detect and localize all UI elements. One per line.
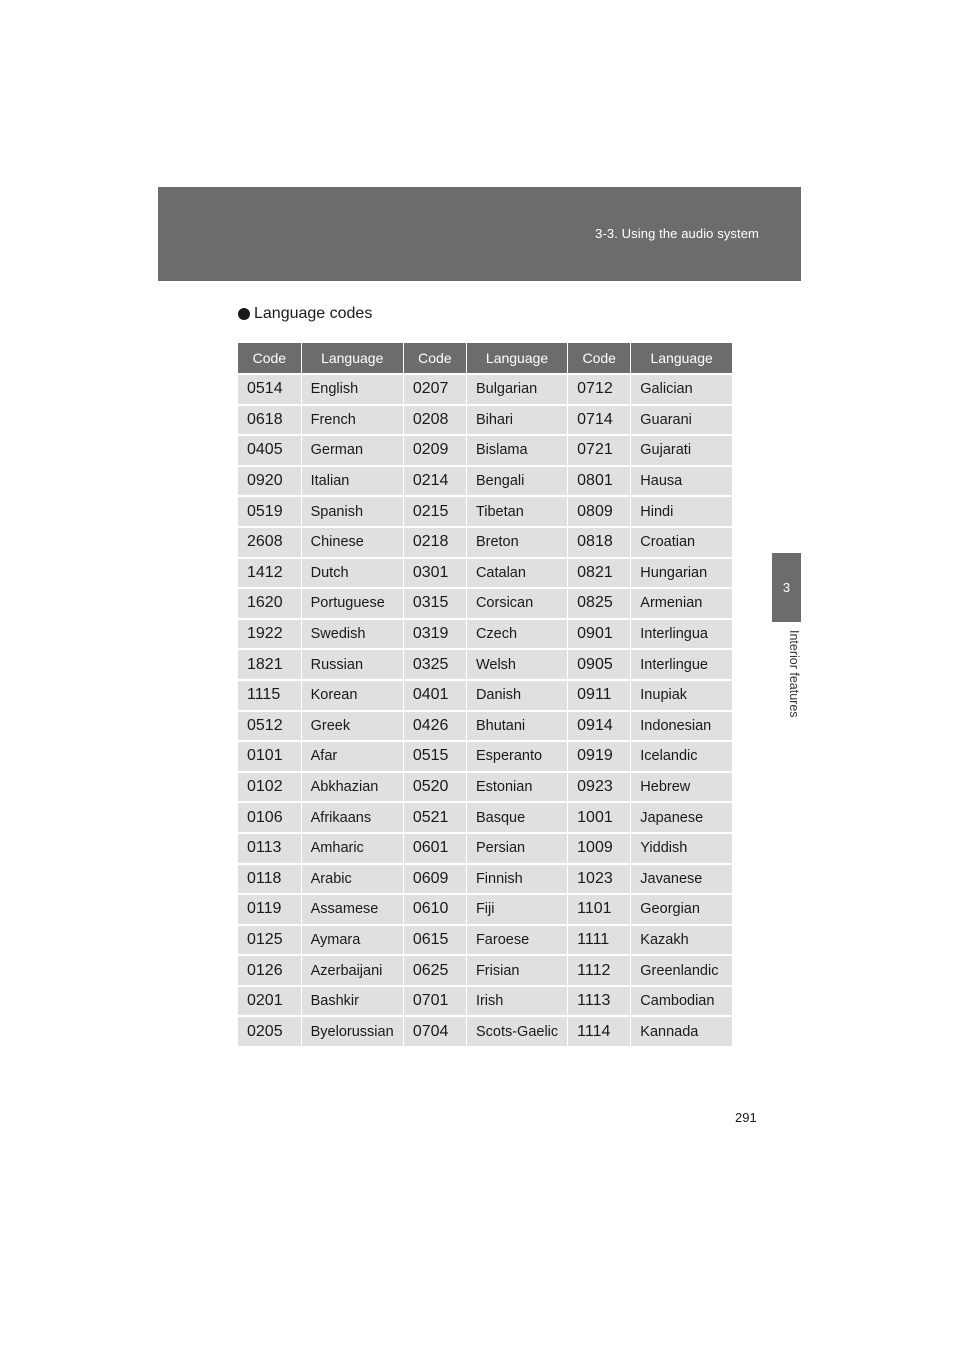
language-cell: Abkhazian [301,772,403,803]
header-language: Language [301,343,403,374]
code-cell: 0118 [238,864,301,895]
language-cell: Indonesian [631,711,732,742]
code-cell: 0610 [403,894,466,925]
language-cell: Welsh [466,649,567,680]
language-cell: Corsican [466,588,567,619]
code-cell: 1821 [238,649,301,680]
code-cell: 0521 [403,802,466,833]
language-cell: Irish [466,986,567,1017]
code-cell: 0911 [568,680,631,711]
section-title: 3-3. Using the audio system [595,226,759,241]
code-cell: 0319 [403,619,466,650]
table-row [238,711,732,742]
language-cell: Bashkir [301,986,403,1017]
code-cell: 0905 [568,649,631,680]
code-cell: 1922 [238,619,301,650]
language-cell: Hebrew [631,772,732,803]
table-row [238,1016,732,1046]
language-cell: Kazakh [631,925,732,956]
language-cell: Byelorussian [301,1016,403,1046]
code-cell: 0520 [403,772,466,803]
table-row [238,558,732,589]
code-cell: 0923 [568,772,631,803]
language-cell: Cambodian [631,986,732,1017]
code-cell: 0901 [568,619,631,650]
language-cell: French [301,405,403,436]
code-cell: 0512 [238,711,301,742]
code-cell: 0821 [568,558,631,589]
code-cell: 0809 [568,496,631,527]
language-cell: Greek [301,711,403,742]
table-row [238,435,732,466]
code-cell: 0102 [238,772,301,803]
code-cell: 0919 [568,741,631,772]
header-code: Code [238,343,301,374]
code-cell: 0207 [403,374,466,405]
code-cell: 0615 [403,925,466,956]
code-cell: 1101 [568,894,631,925]
language-cell: Finnish [466,864,567,895]
language-cell: Frisian [466,955,567,986]
code-cell: 0920 [238,466,301,497]
code-cell: 0625 [403,955,466,986]
language-cell: Yiddish [631,833,732,864]
language-cell: Breton [466,527,567,558]
code-cell: 0205 [238,1016,301,1046]
language-cell: Icelandic [631,741,732,772]
code-cell: 0914 [568,711,631,742]
language-cell: German [301,435,403,466]
language-cell: Swedish [301,619,403,650]
table-row [238,833,732,864]
code-cell: 0209 [403,435,466,466]
language-cell: Italian [301,466,403,497]
language-cell: Japanese [631,802,732,833]
code-cell: 0519 [238,496,301,527]
language-cell: Bihari [466,405,567,436]
code-cell: 2608 [238,527,301,558]
language-cell: Croatian [631,527,732,558]
table-row [238,374,732,405]
language-cell: Scots-Gaelic [466,1016,567,1046]
code-cell: 0215 [403,496,466,527]
code-cell: 1112 [568,955,631,986]
header-code: Code [568,343,631,374]
table-row [238,496,732,527]
code-cell: 1412 [238,558,301,589]
code-cell: 0701 [403,986,466,1017]
code-cell: 1113 [568,986,631,1017]
table-row [238,741,732,772]
language-cell: Russian [301,649,403,680]
table-body [238,374,732,1046]
language-cell: Georgian [631,894,732,925]
header-band [158,187,801,281]
page-number: 291 [735,1110,757,1125]
code-cell: 1001 [568,802,631,833]
language-cell: Portuguese [301,588,403,619]
language-cell: Azerbaijani [301,955,403,986]
code-cell: 0818 [568,527,631,558]
code-cell: 0609 [403,864,466,895]
code-cell: 0825 [568,588,631,619]
language-cell: Spanish [301,496,403,527]
language-codes-table [238,343,732,1046]
code-cell: 0704 [403,1016,466,1046]
code-cell: 1620 [238,588,301,619]
language-cell: Arabic [301,864,403,895]
language-cell: Bhutani [466,711,567,742]
table-row [238,955,732,986]
language-cell: Catalan [466,558,567,589]
section-heading [238,305,372,323]
code-cell: 0208 [403,405,466,436]
table-row [238,680,732,711]
code-cell: 0426 [403,711,466,742]
table-row [238,894,732,925]
language-cell: Chinese [301,527,403,558]
language-cell: Amharic [301,833,403,864]
code-cell: 0401 [403,680,466,711]
chapter-tab [772,553,801,622]
language-cell: Estonian [466,772,567,803]
language-cell: Danish [466,680,567,711]
language-cell: Kannada [631,1016,732,1046]
language-cell: Bislama [466,435,567,466]
header-code: Code [403,343,466,374]
code-cell: 0514 [238,374,301,405]
language-cell: Interlingua [631,619,732,650]
code-cell: 0125 [238,925,301,956]
code-cell: 1009 [568,833,631,864]
table-row [238,466,732,497]
language-cell: Aymara [301,925,403,956]
language-cell: Dutch [301,558,403,589]
code-cell: 0712 [568,374,631,405]
code-cell: 1115 [238,680,301,711]
language-cell: Assamese [301,894,403,925]
language-cell: Korean [301,680,403,711]
code-cell: 0405 [238,435,301,466]
language-cell: English [301,374,403,405]
code-cell: 0301 [403,558,466,589]
code-cell: 0515 [403,741,466,772]
table-row [238,619,732,650]
language-cell: Esperanto [466,741,567,772]
language-cell: Hindi [631,496,732,527]
language-cell: Inupiak [631,680,732,711]
bullet-icon [238,308,250,320]
code-cell: 0101 [238,741,301,772]
language-cell: Galician [631,374,732,405]
language-cell: Basque [466,802,567,833]
table-row [238,527,732,558]
code-cell: 0601 [403,833,466,864]
header-language: Language [631,343,732,374]
table-row [238,588,732,619]
code-cell: 0618 [238,405,301,436]
code-cell: 0315 [403,588,466,619]
language-cell: Hausa [631,466,732,497]
code-cell: 1111 [568,925,631,956]
code-cell: 0126 [238,955,301,986]
code-cell: 0218 [403,527,466,558]
language-cell: Afrikaans [301,802,403,833]
code-cell: 0119 [238,894,301,925]
code-cell: 0714 [568,405,631,436]
table-row [238,986,732,1017]
code-cell: 0113 [238,833,301,864]
language-cell: Guarani [631,405,732,436]
code-cell: 0106 [238,802,301,833]
table-row [238,864,732,895]
table-row [238,405,732,436]
code-cell: 0721 [568,435,631,466]
heading-text: Language codes [254,305,373,322]
code-cell: 0214 [403,466,466,497]
code-cell: 0801 [568,466,631,497]
language-cell: Interlingue [631,649,732,680]
language-cell: Bengali [466,466,567,497]
language-cell: Fiji [466,894,567,925]
code-cell: 0201 [238,986,301,1017]
table-row [238,925,732,956]
language-cell: Tibetan [466,496,567,527]
code-cell: 1023 [568,864,631,895]
language-cell: Faroese [466,925,567,956]
chapter-label: Interior features [787,630,801,718]
language-cell: Hungarian [631,558,732,589]
language-cell: Bulgarian [466,374,567,405]
language-cell: Afar [301,741,403,772]
table-row [238,802,732,833]
language-cell: Armenian [631,588,732,619]
language-cell: Gujarati [631,435,732,466]
language-cell: Czech [466,619,567,650]
code-cell: 0325 [403,649,466,680]
language-cell: Javanese [631,864,732,895]
language-cell: Greenlandic [631,955,732,986]
table-header-row [238,343,732,374]
code-cell: 1114 [568,1016,631,1046]
language-cell: Persian [466,833,567,864]
table-row [238,772,732,803]
chapter-number: 3 [782,580,791,595]
table-row [238,649,732,680]
header-language: Language [466,343,567,374]
